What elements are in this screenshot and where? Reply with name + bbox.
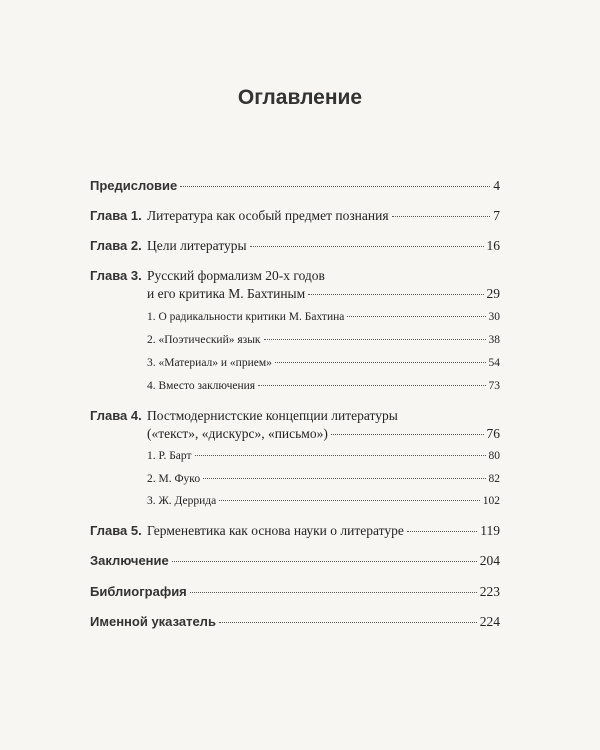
page-number: 30 bbox=[488, 311, 500, 323]
subentry-title: 2. «Поэтический» язык bbox=[147, 334, 261, 346]
subentry-title: 1. Р. Барт bbox=[147, 450, 192, 462]
leader-dots bbox=[180, 186, 490, 187]
subentry-title: 2. М. Фуко bbox=[147, 473, 201, 485]
page-number: 38 bbox=[488, 334, 500, 346]
leader-dots bbox=[407, 531, 477, 532]
chapter-label: Глава 3. bbox=[90, 268, 142, 283]
page-number: 80 bbox=[488, 450, 500, 462]
toc-entry-chapter-1[interactable] bbox=[90, 208, 500, 224]
toc-entry-chapter-5[interactable] bbox=[90, 523, 500, 539]
leader-dots bbox=[219, 500, 479, 501]
page-number: 82 bbox=[488, 473, 500, 485]
toc-entry-chapter-4[interactable] bbox=[90, 408, 500, 442]
leader-dots bbox=[308, 294, 483, 295]
toc-subentry[interactable] bbox=[147, 449, 500, 463]
chapter-title-line-1: Русский формализм 20-х годов bbox=[147, 268, 325, 283]
toc-entry-conclusion[interactable] bbox=[90, 553, 500, 569]
toc-subentry[interactable] bbox=[147, 494, 500, 508]
leader-dots bbox=[190, 592, 477, 593]
subentry-title: 3. «Материал» и «прием» bbox=[147, 357, 272, 369]
page-number: 73 bbox=[488, 380, 500, 392]
toc-entry-preface[interactable] bbox=[90, 178, 500, 194]
chapter-label: Глава 2. bbox=[90, 238, 142, 253]
toc-entry-name-index[interactable] bbox=[90, 614, 500, 630]
chapter-title-line-2: и его критика М. Бахтиным bbox=[147, 286, 306, 301]
toc-subentry[interactable] bbox=[147, 379, 500, 393]
leader-dots bbox=[258, 385, 485, 386]
page-number: 29 bbox=[486, 286, 500, 301]
page-number: 76 bbox=[486, 426, 500, 441]
page-number: 204 bbox=[479, 553, 500, 568]
toc-entry-chapter-2[interactable] bbox=[90, 238, 500, 254]
chapter-label: Глава 5. bbox=[90, 523, 142, 538]
page-number: 54 bbox=[488, 357, 500, 369]
chapter-title: Герменевтика как основа науки о литературе bbox=[147, 523, 404, 538]
leader-dots bbox=[347, 316, 485, 317]
subentry-title: 3. Ж. Деррида bbox=[147, 495, 217, 507]
leader-dots bbox=[392, 216, 491, 217]
page-number: 224 bbox=[479, 614, 500, 629]
chapter-title-line-1: Постмодернистские концепции литературы bbox=[147, 408, 398, 423]
page-number: 4 bbox=[493, 178, 500, 193]
toc-subentry[interactable] bbox=[147, 356, 500, 370]
chapter-title: Литература как особый предмет познания bbox=[147, 208, 389, 223]
leader-dots bbox=[219, 622, 477, 623]
chapter-title: Цели литературы bbox=[147, 238, 247, 253]
chapter-label: Глава 1. bbox=[90, 208, 142, 223]
leader-dots bbox=[331, 434, 484, 435]
toc-entry-bibliography[interactable] bbox=[90, 584, 500, 600]
entry-label: Заключение bbox=[90, 553, 169, 568]
leader-dots bbox=[264, 339, 486, 340]
leader-dots bbox=[250, 246, 484, 247]
page-number: 7 bbox=[493, 208, 500, 223]
page-number: 119 bbox=[480, 523, 500, 538]
leader-dots bbox=[275, 362, 486, 363]
toc-subentry[interactable] bbox=[147, 333, 500, 347]
entry-label: Предисловие bbox=[90, 178, 178, 193]
toc-entry-chapter-3[interactable] bbox=[90, 268, 500, 302]
page-number: 102 bbox=[482, 495, 500, 507]
leader-dots bbox=[195, 455, 486, 456]
chapter-title-line-2: («текст», «дискурс», «письмо») bbox=[147, 426, 328, 441]
chapter-label: Глава 4. bbox=[90, 408, 142, 423]
leader-dots bbox=[203, 478, 485, 479]
leader-dots bbox=[172, 561, 477, 562]
page-number: 16 bbox=[486, 238, 500, 253]
page-title: Оглавление bbox=[237, 86, 363, 109]
subentry-title: 4. Вместо заключения bbox=[147, 380, 256, 392]
entry-label: Библиография bbox=[90, 584, 187, 599]
entry-label: Именной указатель bbox=[90, 614, 216, 629]
page-number: 223 bbox=[479, 584, 500, 599]
toc-subentry[interactable] bbox=[147, 472, 500, 486]
subentry-title: 1. О радикальности критики М. Бахтина bbox=[147, 311, 345, 323]
toc-subentry[interactable] bbox=[147, 310, 500, 324]
